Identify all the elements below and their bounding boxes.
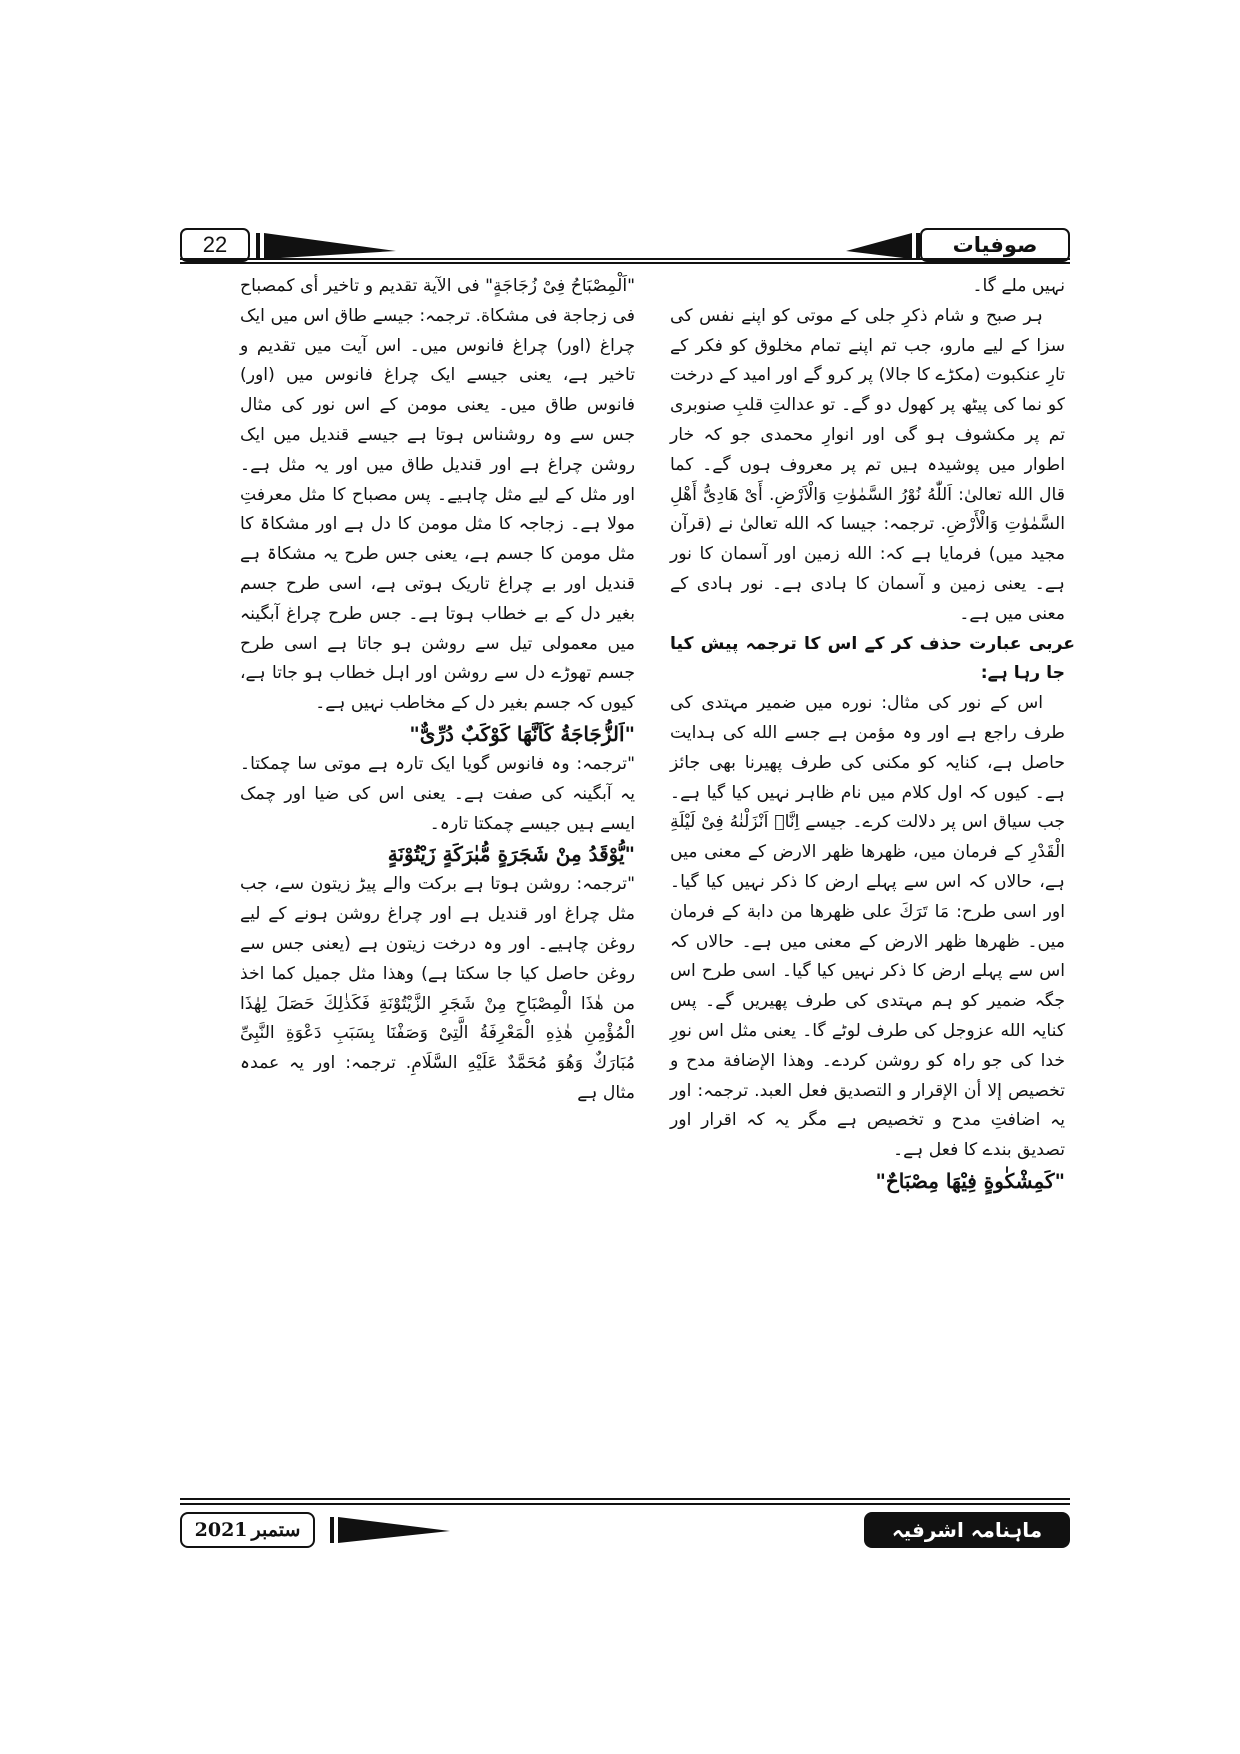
right-block-4: اس کے نور کی مثال: نوره میں ضمیر مہتدی کی طرف راجع ہے اور وہ مؤمن ہے جسے الله کی ہدایت حاصل ہے، کنایہ کو مکنی کی طرف پھیرنا بھی جائز ہے۔ کیوں کہ اول کلام میں نام ظاہر نہیں کیا گیا ہے۔ جب سیاق اس پر دلالت کرے۔ جیسے اِنَّاۤ اَنْزَلْنٰهُ فِیْ لَیْلَةِ الْقَدْرِ کے فرمان میں، ظهرها ظهر الارض کے معنی میں ہے، حالاں کہ اس سے پہلے ارض کا ذکر نہیں کیا گیا۔ اور اسی طرح: مَا تَرَكَ علی ظهرها من دابة کے فرمان میں۔ ظهرها ظهر الارض کے معنی میں ہے۔ حالاں کہ اس سے پہلے ارض کا ذکر نہیں کیا گیا۔ اسی طرح اس جگہ ضمیر کو ہم مہتدی کی طرف پھیریں گے۔ پس کنایہ الله عزوجل کی طرف لوٹے گا۔ یعنی مثل اس نورِ خدا کی جو راہ کو روشن کردے۔ وھذا الإضافة مدح و تخصیص إلا أن الإقرار و التصدیق فعل العبد. ترجمہ: اور یہ اضافتِ مدح و تخصیص ہے مگر یہ کہ اقرار اور تصدیق بندے کا فعل ہے۔: [670, 693, 1065, 1161]
right-block-5: "كَمِشْكٰوةٍ فِیْهَا مِصْبَاحٌ": [875, 1168, 1065, 1193]
footer-wedge: [330, 1515, 450, 1545]
page-number: 22: [180, 228, 250, 262]
left-column: [240, 272, 635, 1482]
page-footer: [180, 1498, 1070, 1558]
issue-date: [180, 1512, 315, 1548]
header-right-wedge: [846, 231, 920, 261]
right-block-2: ہر صبح و شام ذکرِ جلی کے موتی کو اپنے نفس کی سزا کے لیے مارو، جب تم اپنے تمام مخلوق کو فکر کے تارِ عنکبوت (مکڑے کا جالا) پر کرو گے اور امید کے درخت کو نما کی پیٹھ پر کھول دو گے۔ تو عدالتِ قلبِ صنوبری تم پر مکشوف ہو گی اور انوارِ محمدی جو کہ خار اطوار میں پوشیدہ ہیں تم پر معروف ہوں گے۔ کما قال الله تعالیٰ: اَللّٰهُ نُوْرُ السَّمٰوٰتِ وَالْاَرْضِ. أَیْ هَادِیُّ أَهْلِ السَّمٰوٰتِ وَالْأَرْضِ. ترجمہ: جیسا کہ الله تعالیٰ نے (قرآن مجید میں) فرمایا ہے کہ: الله زمین اور آسمان کا نور ہے۔ یعنی زمین و آسمان کا ہادی ہے۔ نور ہادی کے معنی میں ہے۔: [670, 305, 1065, 624]
left-block-1: "اَلْمِصْبَاحُ فِیْ زُجَاجَةٍ" فی الآیة تقدیم و تاخیر أی کمصباح فی زجاجة فی مشکاة. ترجمہ: جیسے طاق اس میں ایک چراغ (اور) چراغ فانوس میں۔ اس آیت میں تقدیم و تاخیر ہے، یعنی جیسے ایک چراغ فانوس میں (اور) فانوس طاق میں۔ یعنی مومن کے اس نور کی مثال جس سے وہ روشناس ہوتا ہے جیسے قندیل میں ایک روشن چراغ ہے اور قندیل طاق میں اور یہ مثل ہے۔ اور مثل کے لیے مثل چاہیے۔ پس مصباح کا مثل معرفتِ مولا ہے۔ زجاجہ کا مثل مومن کا دل ہے اور مشکاۃ کا مثل مومن کا جسم ہے، یعنی جس طرح یہ مشکاۃ ہے قندیل اور بے چراغ تاریک ہوتی ہے، اسی طرح جسم بغیر دل کے بے خطاب ہوتا ہے۔ جس طرح چراغ آبگینہ میں معمولی تیل سے روشن ہو جاتا ہے اسی طرح جسم تھوڑے دل سے روشن اور اہل خطاب ہو جاتا ہے، کیوں کہ جسم بغیر دل کے مخاطب نہیں ہے۔: [240, 276, 635, 714]
magazine-name: ماہنامہ اشرفیہ: [864, 1512, 1070, 1548]
right-column: [670, 272, 1075, 1482]
left-block-4: "یُّوْقَدُ مِنْ شَجَرَةٍ مُّبٰرَكَةٍ زَیْتُوْنَةٍ: [387, 842, 635, 867]
right-block-3: عربی عبارت حذف کر کے اس کا ترجمہ پیش کیا جا رہا ہے:: [670, 633, 1075, 684]
left-block-3: "ترجمہ: وہ فانوس گویا ایک تارہ ہے موتی سا چمکتا۔ یہ آبگینہ کی صفت ہے۔ یعنی اس کی ضیا اور چمک ایسے ہیں جیسے چمکتا تارہ۔: [240, 753, 635, 834]
left-block-5: "ترجمہ: روشن ہوتا ہے برکت والے پیڑ زیتون سے، جب مثل چراغ اور قندیل ہے اور چراغ روشن ہونے کے لیے روغن چاہیے۔ اور وہ درخت زیتون ہے (یعنی جس سے روغن حاصل کیا جا سکتا ہے) وھذا مثل جمیل کما اخذ من ھٰذَا الْمِصْبَاحِ مِنْ شَجَرِ الزَّیْتُوْنَةِ فَكَذٰلِكَ حَصَلَ لِهٰذَا الْمُؤْمِنِ هٰذِهِ الْمَعْرِفَةُ الَّتِیْ وَصَفْنَا بِسَبَبِ دَعْوَةِ النَّبِیِّ مُبَارَكٌ وَهُوَ مُحَمَّدٌ عَلَیْهِ السَّلَامِ. ترجمہ: اور یہ عمدہ مثال ہے: [240, 874, 635, 1103]
header-rule-bottom: [180, 262, 1070, 264]
section-title: صوفیات: [920, 228, 1070, 262]
page-header: [180, 228, 1070, 264]
issue-month: ستمبر: [251, 1519, 301, 1541]
footer-rule-top: [180, 1498, 1070, 1500]
issue-year: 2021: [194, 1519, 248, 1541]
right-block-1: نہیں ملے گا۔: [972, 276, 1065, 296]
left-block-2: "اَلزُّجَاجَةُ كَاَنَّهَا كَوْكَبٌ دُرِّیٌّ": [409, 721, 635, 746]
footer-rule-bottom: [180, 1503, 1070, 1505]
header-left-wedge: [256, 231, 396, 261]
